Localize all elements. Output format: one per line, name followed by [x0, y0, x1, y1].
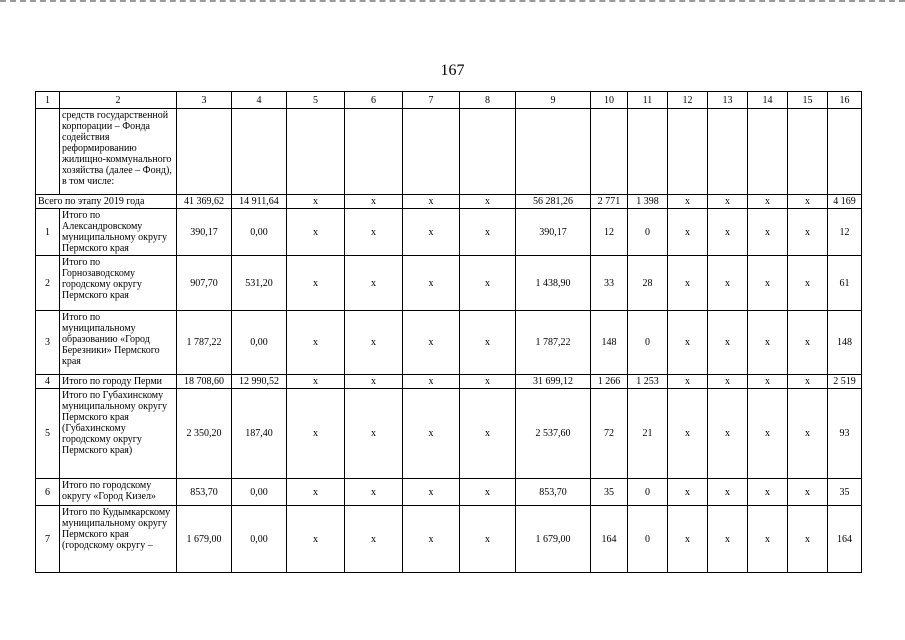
value-cell: 187,40 [232, 389, 287, 479]
row-number: 3 [36, 311, 60, 375]
value-cell: х [403, 389, 460, 479]
value-cell: х [748, 479, 788, 506]
column-number-cell: 9 [516, 92, 591, 109]
value-cell: 390,17 [177, 209, 232, 256]
value-cell: 148 [828, 311, 862, 375]
table-row [36, 256, 862, 311]
row-name: Итого по Кудымкарскому муниципальному округу Пермского края (городскому округу – [60, 506, 177, 573]
value-cell: х [708, 209, 748, 256]
value-cell: х [748, 506, 788, 573]
value-cell [668, 109, 708, 195]
value-cell: 1 787,22 [177, 311, 232, 375]
value-cell: х [460, 195, 516, 209]
value-cell: х [403, 375, 460, 389]
value-cell: х [668, 195, 708, 209]
value-cell: 853,70 [516, 479, 591, 506]
column-number-cell: 11 [628, 92, 668, 109]
value-cell [788, 109, 828, 195]
column-number-cell: 2 [60, 92, 177, 109]
value-cell: х [788, 195, 828, 209]
value-cell: 0 [628, 506, 668, 573]
row-number: 6 [36, 479, 60, 506]
column-number-cell: 10 [591, 92, 628, 109]
value-cell: х [403, 506, 460, 573]
value-cell: х [668, 479, 708, 506]
row-name: Итого по Александровскому муниципальному округу Пермского края [60, 209, 177, 256]
value-cell: х [403, 195, 460, 209]
value-cell: х [708, 256, 748, 311]
value-cell: х [708, 389, 748, 479]
value-cell: 28 [628, 256, 668, 311]
value-cell: х [748, 389, 788, 479]
value-cell: 61 [828, 256, 862, 311]
value-cell: 1 787,22 [516, 311, 591, 375]
page-number: 167 [440, 62, 465, 79]
column-number-cell: 15 [788, 92, 828, 109]
value-cell: х [345, 375, 403, 389]
table-row [36, 109, 862, 195]
value-cell: х [345, 209, 403, 256]
value-cell: х [788, 311, 828, 375]
column-number-row [36, 92, 862, 109]
value-cell: х [287, 209, 345, 256]
value-cell: 1 253 [628, 375, 668, 389]
value-cell: х [788, 389, 828, 479]
column-number-cell: 13 [708, 92, 748, 109]
table-row [36, 375, 862, 389]
value-cell: 2 537,60 [516, 389, 591, 479]
row-number [36, 109, 60, 195]
row-name: Итого по городу Перми [60, 375, 177, 389]
row-name: Итого по городскому округу «Город Кизел» [60, 479, 177, 506]
value-cell: х [345, 479, 403, 506]
row-number: 7 [36, 506, 60, 573]
table-row [36, 506, 862, 573]
value-cell: х [287, 506, 345, 573]
value-cell: 4 169 [828, 195, 862, 209]
value-cell: 0,00 [232, 479, 287, 506]
value-cell: х [788, 256, 828, 311]
value-cell: 0 [628, 479, 668, 506]
scan-top-edge [0, 0, 905, 6]
value-cell: 56 281,26 [516, 195, 591, 209]
value-cell: х [668, 506, 708, 573]
table-row [36, 209, 862, 256]
table-row [36, 195, 862, 209]
row-name: Всего по этапу 2019 года [36, 195, 177, 209]
value-cell: х [287, 375, 345, 389]
value-cell: х [403, 256, 460, 311]
value-cell: 41 369,62 [177, 195, 232, 209]
value-cell: 2 350,20 [177, 389, 232, 479]
value-cell [345, 109, 403, 195]
value-cell: х [403, 311, 460, 375]
value-cell: 72 [591, 389, 628, 479]
value-cell: х [460, 389, 516, 479]
value-cell: 12 [828, 209, 862, 256]
value-cell: х [748, 256, 788, 311]
value-cell: 148 [591, 311, 628, 375]
value-cell: 12 990,52 [232, 375, 287, 389]
value-cell: 35 [828, 479, 862, 506]
value-cell [460, 109, 516, 195]
value-cell: 164 [828, 506, 862, 573]
value-cell: 0,00 [232, 209, 287, 256]
value-cell: 1 679,00 [177, 506, 232, 573]
value-cell: х [403, 479, 460, 506]
table-row [36, 311, 862, 375]
row-name: средств государственной корпорации – Фонда содействия реформированию жилищно-коммунального хозяйства (далее – Фонд), в том числе: [60, 109, 177, 195]
value-cell: 31 699,12 [516, 375, 591, 389]
column-number-cell: 14 [748, 92, 788, 109]
value-cell: 853,70 [177, 479, 232, 506]
row-name: Итого по Горнозаводскому городскому округу Пермского края [60, 256, 177, 311]
value-cell: х [345, 506, 403, 573]
column-number-cell: 7 [403, 92, 460, 109]
value-cell: х [345, 389, 403, 479]
table-row [36, 479, 862, 506]
column-number-cell: 4 [232, 92, 287, 109]
value-cell: х [460, 479, 516, 506]
value-cell: х [345, 256, 403, 311]
value-cell: х [287, 389, 345, 479]
value-cell [232, 109, 287, 195]
value-cell: х [788, 506, 828, 573]
value-cell: х [748, 375, 788, 389]
value-cell: х [708, 506, 748, 573]
value-cell: 1 679,00 [516, 506, 591, 573]
value-cell: х [668, 375, 708, 389]
value-cell: х [708, 479, 748, 506]
value-cell: 18 708,60 [177, 375, 232, 389]
row-name: Итого по Губахинскому муниципальному округу Пермского края (Губахинскому городскому округу Пермского края) [60, 389, 177, 479]
value-cell: 1 266 [591, 375, 628, 389]
column-number-cell: 6 [345, 92, 403, 109]
table-row [36, 389, 862, 479]
value-cell: х [287, 256, 345, 311]
value-cell: х [287, 195, 345, 209]
value-cell: 390,17 [516, 209, 591, 256]
value-cell: х [345, 311, 403, 375]
row-number: 2 [36, 256, 60, 311]
value-cell: х [460, 375, 516, 389]
row-number: 5 [36, 389, 60, 479]
value-cell: 1 398 [628, 195, 668, 209]
value-cell: х [460, 209, 516, 256]
value-cell: х [748, 209, 788, 256]
table-body [36, 92, 862, 573]
value-cell: х [460, 311, 516, 375]
value-cell: х [748, 195, 788, 209]
column-number-cell: 5 [287, 92, 345, 109]
value-cell: 2 519 [828, 375, 862, 389]
value-cell [177, 109, 232, 195]
value-cell: 0 [628, 311, 668, 375]
value-cell: 0,00 [232, 311, 287, 375]
value-cell: х [403, 209, 460, 256]
value-cell: 33 [591, 256, 628, 311]
row-number: 1 [36, 209, 60, 256]
value-cell: х [748, 311, 788, 375]
value-cell: х [788, 209, 828, 256]
value-cell: х [668, 311, 708, 375]
value-cell: х [788, 479, 828, 506]
value-cell: х [708, 195, 748, 209]
value-cell: х [708, 311, 748, 375]
column-number-cell: 1 [36, 92, 60, 109]
value-cell: 0,00 [232, 506, 287, 573]
value-cell: х [460, 506, 516, 573]
value-cell: х [788, 375, 828, 389]
value-cell [516, 109, 591, 195]
value-cell [591, 109, 628, 195]
value-cell: 0 [628, 209, 668, 256]
value-cell: х [345, 195, 403, 209]
column-number-cell: 16 [828, 92, 862, 109]
value-cell: 164 [591, 506, 628, 573]
value-cell: 14 911,64 [232, 195, 287, 209]
value-cell: 21 [628, 389, 668, 479]
value-cell: 93 [828, 389, 862, 479]
value-cell: 907,70 [177, 256, 232, 311]
value-cell: 531,20 [232, 256, 287, 311]
value-cell [828, 109, 862, 195]
data-table [35, 91, 862, 573]
value-cell: х [668, 209, 708, 256]
value-cell: 35 [591, 479, 628, 506]
column-number-cell: 8 [460, 92, 516, 109]
value-cell [708, 109, 748, 195]
value-cell: 1 438,90 [516, 256, 591, 311]
value-cell: х [287, 479, 345, 506]
value-cell: х [668, 389, 708, 479]
value-cell: 2 771 [591, 195, 628, 209]
column-number-cell: 12 [668, 92, 708, 109]
value-cell [628, 109, 668, 195]
value-cell [287, 109, 345, 195]
row-number: 4 [36, 375, 60, 389]
value-cell: 12 [591, 209, 628, 256]
value-cell: х [460, 256, 516, 311]
column-number-cell: 3 [177, 92, 232, 109]
value-cell: х [708, 375, 748, 389]
value-cell: х [287, 311, 345, 375]
row-name: Итого по муниципальному образованию «Город Березники» Пермского края [60, 311, 177, 375]
value-cell: х [668, 256, 708, 311]
value-cell [403, 109, 460, 195]
value-cell [748, 109, 788, 195]
